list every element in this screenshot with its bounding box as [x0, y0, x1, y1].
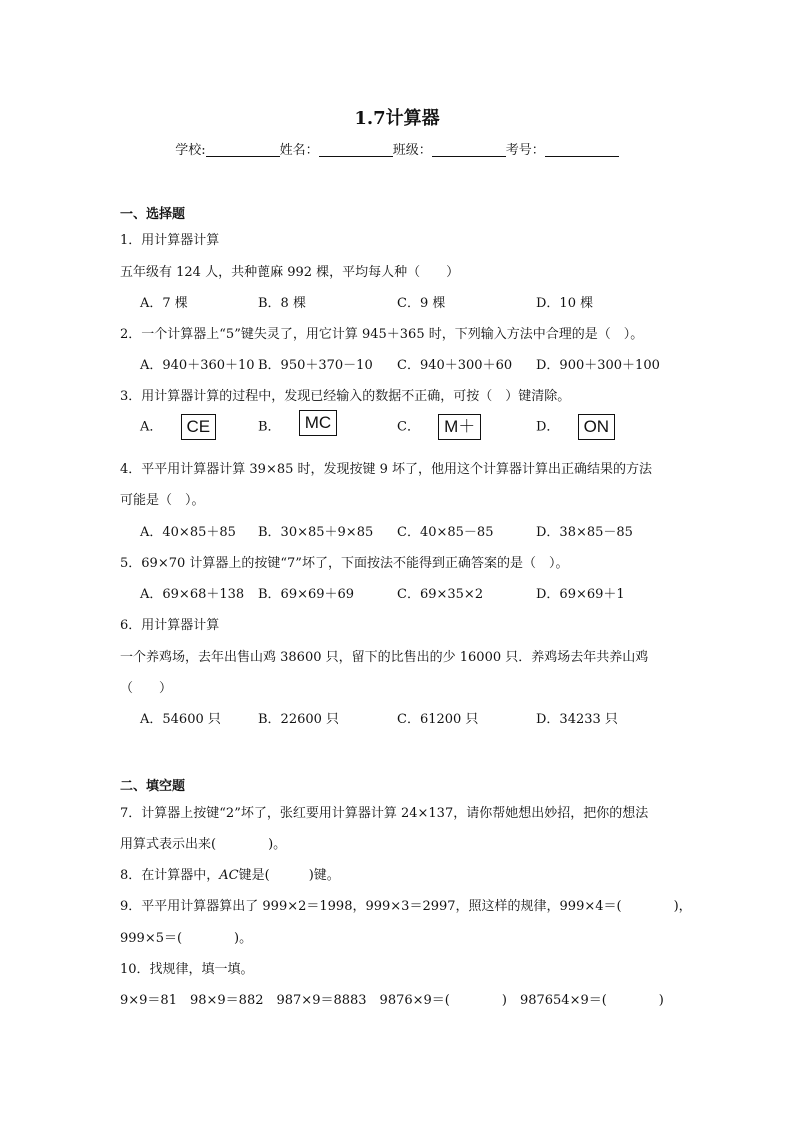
q4-stem: 4．平平用计算器计算 39×85 时，发现按键 9 坏了，他用这个计算器计算出正确结果的方法: [120, 462, 653, 477]
q1-option-a[interactable]: A．7 棵: [140, 296, 188, 311]
q6-body: 一个养鸡场，去年出售山鸡 38600 只，留下的比售出的少 16000 只．养鸡场去年共养山鸡: [120, 650, 649, 665]
q7-stem: 7．计算器上按键“2”坏了，张红要用计算器计算 24×137，请你帮她想出妙招，把你的想法: [120, 806, 649, 821]
class-blank[interactable]: [432, 142, 506, 157]
q1-option-b[interactable]: B．8 棵: [258, 296, 306, 311]
q4-option-d[interactable]: D．38×85－85: [536, 525, 633, 540]
q6-option-d[interactable]: D．34233 只: [536, 712, 618, 727]
q1-body: 五年级有 124 人，共种蓖麻 992 棵，平均每人种（ ）: [120, 265, 460, 280]
q3-letter-c: C．: [397, 419, 420, 435]
q10-body: 9×9＝81 98×9＝882 987×9＝8883 9876×9＝( ) 987654×9＝( ): [120, 993, 664, 1008]
q1-option-d[interactable]: D．10 棵: [536, 296, 594, 311]
q6-option-a[interactable]: A．54600 只: [140, 712, 221, 727]
q3-option-b[interactable]: [258, 414, 337, 440]
school-blank[interactable]: [206, 142, 280, 157]
m-plus-key: M＋: [438, 414, 481, 440]
q8-pre: 8．在计算器中，: [120, 868, 220, 883]
student-info-line: [0, 139, 794, 158]
q3-letter-b: B．: [258, 419, 281, 435]
q2-option-b[interactable]: B．950＋370－10: [258, 358, 373, 373]
on-key: ON: [578, 414, 616, 440]
q2-stem: 2．一个计算器上“5”键失灵了，用它计算 945＋365 时，下列输入方法中合理的是（ ）。: [120, 327, 644, 342]
class-label: 班级：: [392, 143, 432, 158]
ce-key: CE: [181, 414, 217, 440]
q2-option-c[interactable]: C．940＋300＋60: [397, 358, 513, 373]
q5-option-a[interactable]: A．69×68＋138: [140, 587, 245, 602]
section-choice-heading: 一、选择题: [120, 207, 186, 222]
q3-option-c[interactable]: [397, 414, 481, 440]
ac-key-label: AC: [219, 868, 239, 883]
number-label: 考号：: [505, 143, 545, 158]
q3-option-a[interactable]: [140, 414, 216, 440]
q1-option-c[interactable]: C．9 棵: [397, 296, 446, 311]
mc-key: MC: [299, 410, 337, 436]
q6-option-b[interactable]: B．22600 只: [258, 712, 340, 727]
section-fill-heading: 二、填空题: [120, 779, 186, 794]
q9-stem-continued: 999×5＝( )。: [120, 931, 253, 946]
q10-stem: 10．找规律，填一填。: [120, 962, 254, 977]
q5-stem: 5．69×70 计算器上的按键“7”坏了，下面按法不能得到正确答案的是（ ）。: [120, 556, 569, 571]
q6-stem: 6．用计算器计算: [120, 618, 220, 633]
q2-option-a[interactable]: A．940＋360＋10: [140, 358, 255, 373]
q5-option-d[interactable]: D．69×69＋1: [536, 587, 625, 602]
q3-letter-d: D．: [536, 419, 560, 435]
q8-post: 键是( )键。: [238, 868, 340, 883]
q7-stem-continued: 用算式表示出来( )。: [120, 837, 287, 852]
q2-option-d[interactable]: D．900＋300＋100: [536, 358, 660, 373]
q4-stem-continued: 可能是（ ）。: [120, 493, 205, 508]
q5-option-c[interactable]: C．69×35×2: [397, 587, 484, 602]
q4-option-c[interactable]: C．40×85－85: [397, 525, 494, 540]
q4-option-a[interactable]: A．40×85＋85: [140, 525, 236, 540]
q3-letter-a: A．: [140, 419, 163, 435]
q1-stem: 1．用计算器计算: [120, 233, 220, 248]
page-title: 1.7计算器: [354, 108, 440, 129]
q3-stem: 3．用计算器计算的过程中，发现已经输入的数据不正确，可按（ ）键清除。: [120, 389, 571, 404]
number-blank[interactable]: [545, 142, 619, 157]
q4-option-b[interactable]: B．30×85＋9×85: [258, 525, 374, 540]
q3-option-d[interactable]: [536, 414, 615, 440]
school-label: 学校:: [175, 143, 206, 158]
q6-answer-paren: （ ）: [120, 681, 173, 696]
name-blank[interactable]: [319, 142, 393, 157]
q5-option-b[interactable]: B．69×69＋69: [258, 587, 355, 602]
q8-stem: [120, 864, 340, 883]
name-label: 姓名：: [279, 143, 319, 158]
q9-stem: 9．平平用计算器算出了 999×2＝1998，999×3＝2997，照这样的规律，999×4＝( )，: [120, 899, 692, 914]
q6-option-c[interactable]: C．61200 只: [397, 712, 479, 727]
